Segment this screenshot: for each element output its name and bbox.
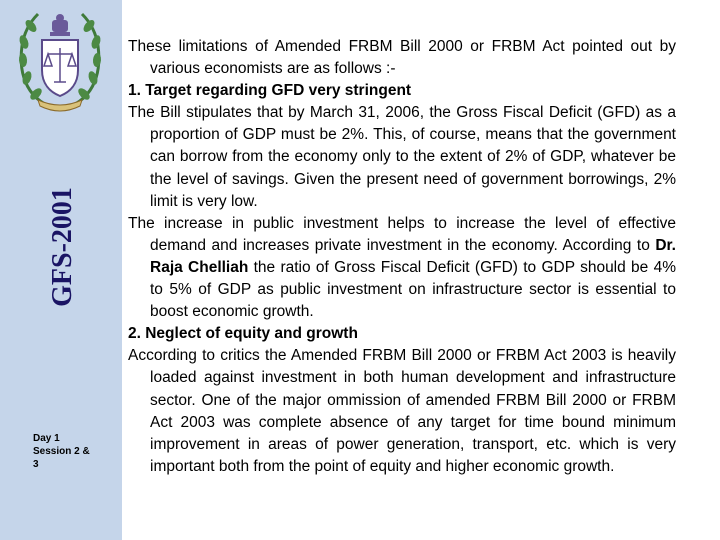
paragraph-gfd-stipulation: The Bill stipulates that by March 31, 2006, the Gross Fiscal Deficit (GFD) as a proportion of GDP must be 2%. This, of course, means that the government can borrow from the economy only to the extent of 2% of GDP, whatever be the level of savings. Given the present need of government borrowings, 2% limit is very low.	[128, 104, 676, 210]
paragraph-text: the ratio of Gross Fiscal Deficit (GFD) to GDP should be 4% to 5% of GDP as public investment on infrastructure sector is essential to boost economic growth.	[150, 258, 676, 321]
sidebar	[0, 0, 122, 540]
paragraph-public-investment	[128, 213, 676, 323]
paragraph-text: The increase in public investment helps to increase the level of effective demand and increases private investment in the economy. According to	[128, 214, 676, 254]
vertical-title: GFS-2001	[47, 187, 78, 307]
economist-name: Dr. Raja Chelliah	[150, 236, 676, 276]
paragraph-critics: According to critics the Amended FRBM Bill 2000 or FRBM Act 2003 is heavily loaded against investment in both human development and infrastructure sector. One of the major ommission of amended FRBM Bill 2000 or FRBM Act 2003 was complete absence of any target for time bound minimum improvement in areas of power generation, transport, etc. which is very important both from the point of equity and higher economic growth.	[128, 347, 676, 475]
government-emblem-icon	[14, 6, 106, 118]
session-number-cont: 3	[33, 459, 39, 470]
intro-paragraph: These limitations of Amended FRBM Bill 2000 or FRBM Act pointed out by various economists are as follows :-	[128, 38, 676, 78]
session-label	[33, 432, 119, 471]
main-content	[128, 36, 676, 478]
session-number: Session 2 &	[33, 446, 90, 457]
heading-equity-growth: 2. Neglect of equity and growth	[128, 325, 358, 343]
heading-gfd-target: 1. Target regarding GFD very stringent	[128, 82, 412, 100]
session-day: Day 1	[33, 433, 60, 444]
